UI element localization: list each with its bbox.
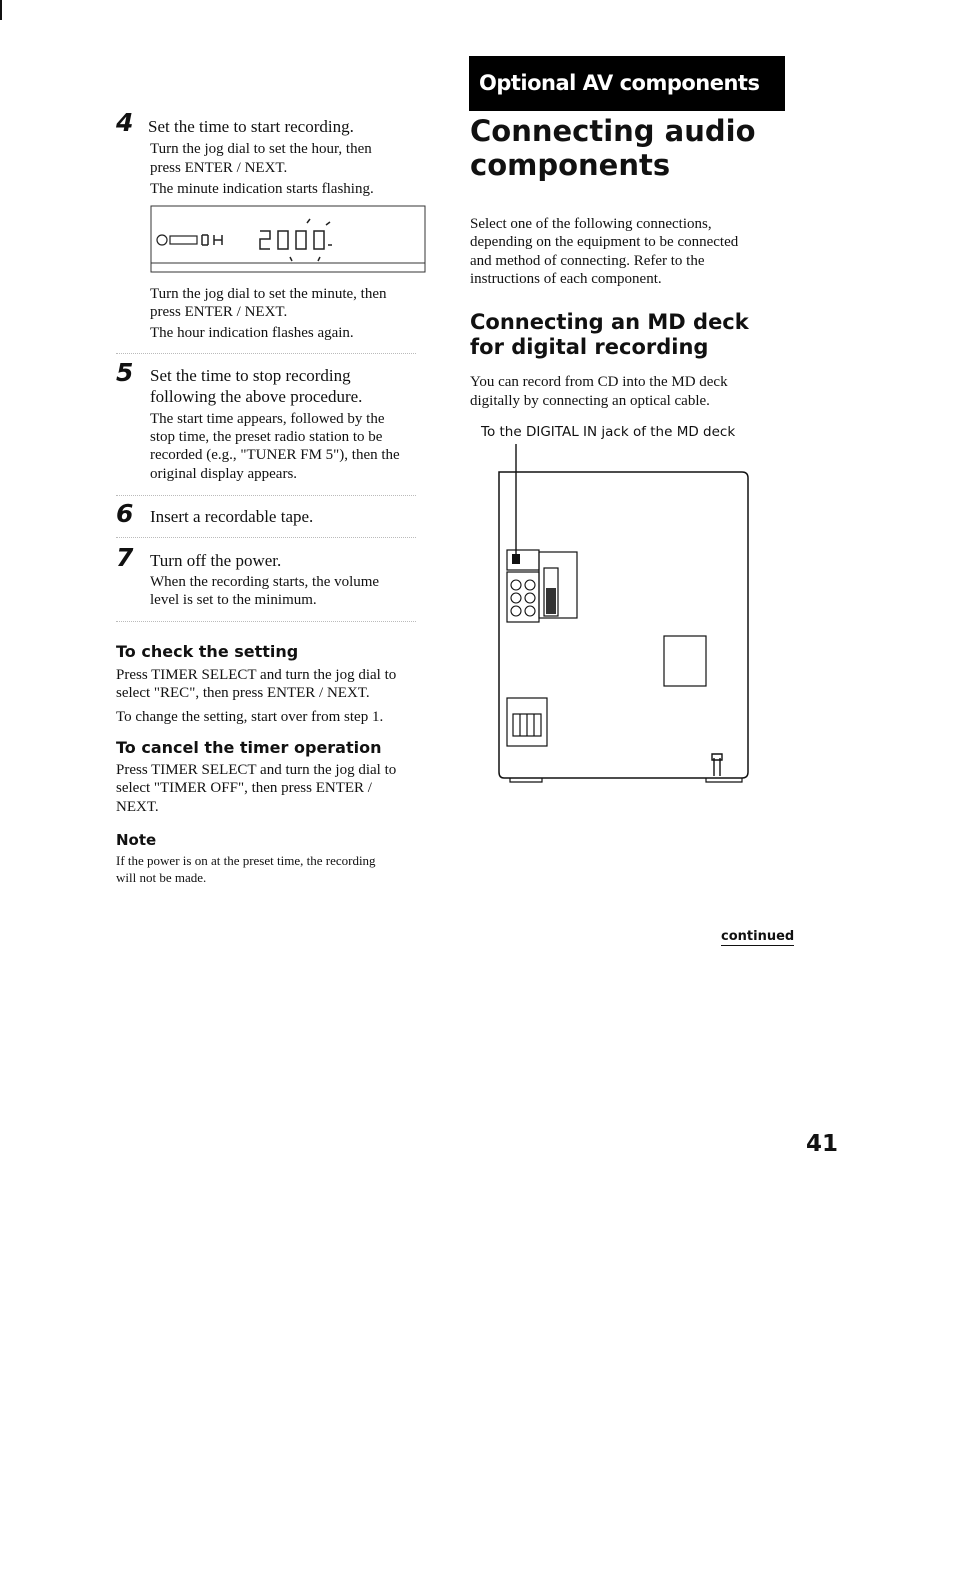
divider bbox=[116, 353, 416, 354]
step-4-after-1: Turn the jog dial to set the minute, then bbox=[150, 286, 387, 302]
check-setting-text-3: To change the setting, start over from step 1. bbox=[116, 709, 384, 725]
divider bbox=[116, 495, 416, 496]
step-4-after-2: press ENTER / NEXT. bbox=[150, 304, 288, 320]
md-desc-1: You can record from CD into the MD deck bbox=[470, 374, 728, 390]
step-5-text-3: recorded (e.g., "TUNER FM 5"), then the bbox=[150, 447, 400, 463]
step-5-text-4: original display appears. bbox=[150, 466, 298, 482]
step-4-text-1: Turn the jog dial to set the hour, then bbox=[150, 141, 372, 157]
step-7-number: 7 bbox=[116, 543, 134, 572]
power-rec-icon bbox=[157, 235, 167, 245]
label-plate bbox=[664, 636, 706, 686]
step-6-title: Insert a recordable tape. bbox=[150, 507, 314, 526]
step-7-title: Turn off the power. bbox=[150, 551, 282, 570]
page-title-line-1: Connecting audio bbox=[470, 114, 756, 148]
divider bbox=[116, 537, 416, 538]
intro-text-2: depending on the equipment to be connected bbox=[470, 234, 739, 250]
step-5-text-1: The start time appears, followed by the bbox=[150, 411, 385, 427]
power-cord bbox=[712, 754, 722, 776]
page-number: 41 bbox=[806, 1131, 839, 1157]
md-section-heading-2: for digital recording bbox=[470, 335, 709, 359]
md-section-heading-1: Connecting an MD deck bbox=[470, 310, 749, 334]
step-7-text-1: When the recording starts, the volume bbox=[150, 574, 380, 590]
note-text-2: will not be made. bbox=[116, 870, 207, 885]
section-banner bbox=[469, 56, 785, 111]
callout-label: To the DIGITAL IN jack of the MD deck bbox=[481, 424, 736, 440]
cancel-timer-text-3: NEXT. bbox=[116, 799, 159, 815]
intro-text-1: Select one of the following connections, bbox=[470, 216, 712, 232]
check-setting-text-2: select "REC", then press ENTER / NEXT. bbox=[116, 685, 370, 701]
display-illustration bbox=[150, 205, 426, 273]
note-heading: Note bbox=[116, 831, 157, 849]
step-4-number: 4 bbox=[116, 108, 134, 137]
section-banner-label: Optional AV components bbox=[479, 71, 760, 95]
rca-jacks bbox=[511, 580, 535, 616]
step-5-number: 5 bbox=[116, 358, 134, 387]
page-edge-mark bbox=[0, 0, 2, 20]
cancel-timer-text-2: select "TIMER OFF", then press ENTER / bbox=[116, 780, 372, 796]
check-setting-text-1: Press TIMER SELECT and turn the jog dial to bbox=[116, 667, 397, 683]
step-4-text-2: press ENTER / NEXT. bbox=[150, 160, 288, 176]
step-4-after-3: The hour indication flashes again. bbox=[150, 325, 354, 341]
cancel-timer-text-1: Press TIMER SELECT and turn the jog dial to bbox=[116, 762, 397, 778]
step-5-title-2: following the above procedure. bbox=[150, 387, 363, 406]
rear-panel-diagram bbox=[494, 442, 756, 792]
step-4-title: Set the time to start recording. bbox=[148, 117, 354, 136]
step-5-title-1: Set the time to stop recording bbox=[150, 366, 351, 385]
step-4-text-3: The minute indication starts flashing. bbox=[150, 181, 374, 197]
note-text-1: If the power is on at the preset time, the recording bbox=[116, 853, 376, 868]
divider bbox=[116, 621, 416, 622]
step-7-text-2: level is set to the minimum. bbox=[150, 592, 317, 608]
optical-jack bbox=[512, 554, 520, 564]
continued-label: continued bbox=[721, 929, 795, 944]
cancel-timer-heading: To cancel the timer operation bbox=[116, 738, 382, 757]
step-5-text-2: stop time, the preset radio station to be bbox=[150, 429, 383, 445]
page-title-line-2: components bbox=[470, 148, 671, 182]
intro-text-3: and method of connecting. Refer to the bbox=[470, 253, 705, 269]
check-setting-heading: To check the setting bbox=[116, 642, 299, 661]
step-6-number: 6 bbox=[116, 499, 134, 528]
intro-text-4: instructions of each component. bbox=[470, 271, 662, 287]
md-desc-2: digitally by connecting an optical cable. bbox=[470, 393, 710, 409]
